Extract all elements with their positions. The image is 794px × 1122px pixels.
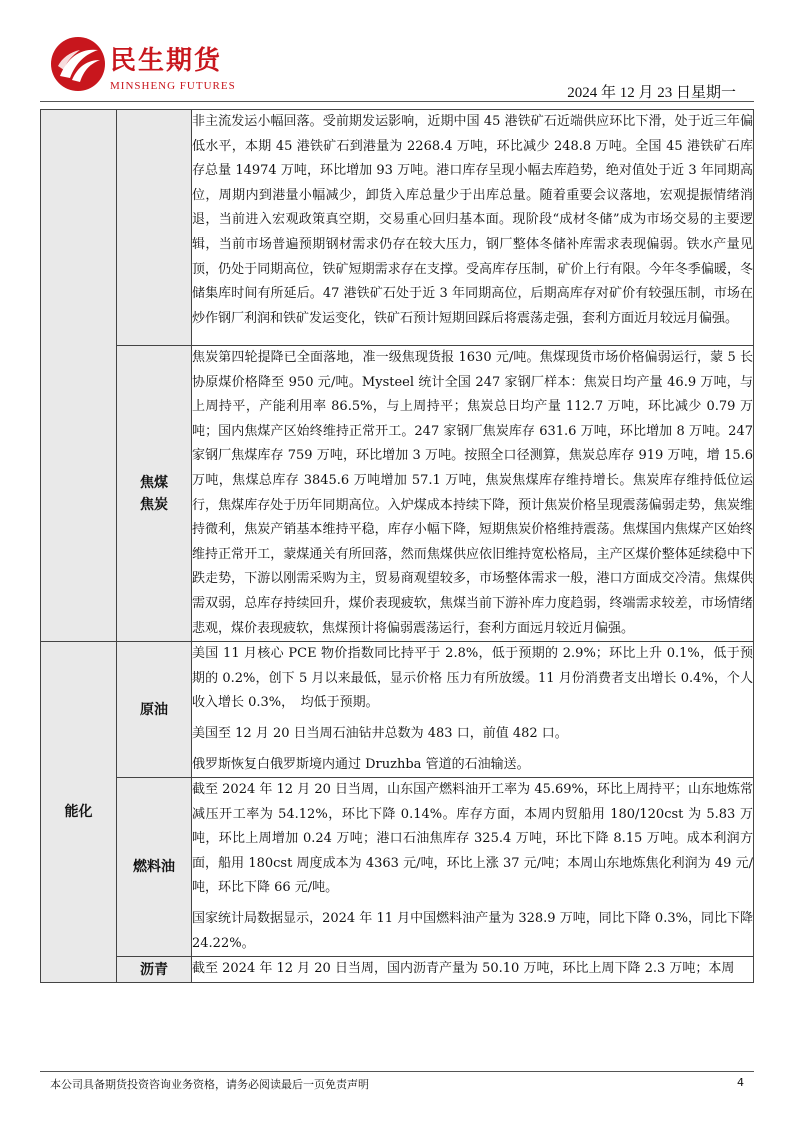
sector-cell-black xyxy=(41,110,117,642)
product-cell-asphalt xyxy=(117,957,192,983)
asphalt-paragraph: 截至 2024 年 12 月 20 日当周，国内沥青产量为 50.10 万吨，环比上周下降 2.3 万吨；本周 xyxy=(192,961,735,977)
product-cell-fuel-oil xyxy=(117,778,192,957)
crude-paragraph: 美国 11 月核心 PCE 物价指数同比持平于 2.8%，低于预期的 2.9%；环比上升 0.1%，低于预期的 0.2%，创下 5 月以来最低，显示价格 压力有所放缓。11 月份消费者支出增长 0.4%，个人收入增长 0.3%， 均低于预期。 xyxy=(192,646,753,711)
product-label-crude: 原油 xyxy=(140,701,168,718)
table-row xyxy=(41,778,754,957)
crude-paragraph: 美国至 12 月 20 日当周石油钻井总数为 483 口，前值 482 口。 xyxy=(192,725,568,741)
table-row xyxy=(41,957,754,983)
minsheng-logo-icon xyxy=(50,36,106,92)
sector-cell-energy xyxy=(41,642,117,983)
company-name-cn: 民生期货 xyxy=(110,46,223,76)
product-label-fuel-oil: 燃料油 xyxy=(133,859,175,876)
product-label-asphalt: 沥青 xyxy=(140,961,168,978)
footer-divider xyxy=(40,1071,754,1072)
company-name-en: MINSHENG FUTURES xyxy=(110,80,236,92)
table-row xyxy=(41,110,754,346)
content-cell-asphalt xyxy=(192,957,754,983)
coking-paragraph: 焦炭第四轮提降已全面落地，准一级焦现货报 1630 元/吨。焦煤现货市场价格偏弱运行，蒙 5 长协原煤价格降至 950 元/吨。Mysteel 统计全国 247 家钢厂样本：焦炭日均产量 46.9 万吨，与上周持平，产能利用率 86.5%，与上周持平；焦炭总日均产量 112.7 万吨，环比减少 0.79 万吨；国内焦煤产区始终维持正常开工。247 家钢厂焦炭库存 631.6 万吨，环比增加 8 万吨。247 家钢厂焦煤库存 759 万吨，环比增加 3 万吨。按照全口径测算，焦炭总库存 919 万吨，增 15.6 万吨，焦煤总库存 3845.6 万吨增加 57.1 万吨，焦炭焦煤库存维持增长。焦炭库存维持低位运行，焦煤库存处于历年同期高位。入炉煤成本持续下降，预计焦炭价格呈现震荡偏弱走势，焦炭维持微利，焦炭产销基本维持平稳，库存小幅下降，短期焦炭价格维持震荡。焦煤国内焦煤产区始终维持正常开工，蒙煤通关有所回落，然而焦煤供应依旧维持宽松格局，主产区煤价整体延续稳中下跌走势，下游以刚需采购为主，贸易商观望较多，市场整体需求一般，港口方面成交冷清。焦煤供需双弱，总库存持续回升，煤价表现疲软，焦煤当前下游补库力度趋弱，终端需求较差，市场情绪悲观，煤价表现疲软，焦煤预计将偏弱震荡运行，套利方面远月较近月偏强。 xyxy=(192,350,753,636)
product-cell-iron-ore xyxy=(117,110,192,346)
report-date: 2024 年 12 月 23 日星期一 xyxy=(567,85,736,101)
sector-label-energy: 能化 xyxy=(64,803,93,820)
content-cell-iron-ore xyxy=(192,110,754,346)
content-cell-fuel-oil xyxy=(192,778,754,957)
product-label-coking: 焦煤 焦炭 xyxy=(140,474,168,513)
commodity-table xyxy=(40,109,754,983)
page-number: 4 xyxy=(737,1076,744,1089)
product-cell-crude xyxy=(117,642,192,778)
fuel-oil-paragraph: 截至 2024 年 12 月 20 日当周，山东国产燃料油开工率为 45.69%，环比上周持平；山东地炼常减压开工率为 54.12%，环比下降 0.14%。库存方面，本周内贸船用 180/120cst 为 5.83 万吨，环比上周增加 0.24 万吨；港口石油焦库存 325.4 万吨，环比下降 8.15 万吨。成本利润方面，船用 180cst 周度成本为 4363 元/吨，环比上涨 37 元/吨；本周山东地炼焦化利润为 49 元/吨，环比下降 66 元/吨。 xyxy=(192,782,753,896)
crude-paragraph: 俄罗斯恢复白俄罗斯境内通过 Druzhba 管道的石油输送。 xyxy=(192,756,530,772)
table-row xyxy=(41,346,754,642)
fuel-oil-paragraph: 国家统计局数据显示，2024 年 11 月中国燃料油产量为 328.9 万吨，同比下降 0.3%，同比下降 24.22%。 xyxy=(192,911,753,951)
iron-ore-paragraph: 非主流发运小幅回落。受前期发运影响，近期中国 45 港铁矿石近端供应环比下滑，处于近三年偏低水平，本期 45 港铁矿石到港量为 2268.4 万吨，环比减少 248.8 万吨。全国 45 港铁矿石库存总量 14974 万吨，环比增加 93 万吨。港口库存呈现小幅去库趋势，绝对值处于近 3 年同期高位，周期内到港量小幅减少，卸货入库总量少于出库总量。随着重要会议落地，宏观提振情绪消退，当前进入宏观政策真空期，交易重心回归基本面。现阶段“成材冬储”成为市场交易的主要逻辑，当前市场普遍预期钢材需求仍存在较大压力，钢厂整体冬储补库需求表现偏弱。铁水产量见顶，仍处于同期高位，铁矿短期需求存在支撑。受高库存压制，矿价上行有限。今年冬季偏暖，冬储集库时间有所延后。47 港铁矿石处于近 3 年同期高位，后期高库存对矿价有较强压制，市场在炒作钢厂利润和铁矿发运变化，铁矿石预计短期回踩后将震荡走强，套利方面近月较远月偏强。 xyxy=(192,114,753,326)
page-header xyxy=(0,0,794,110)
content-cell-crude xyxy=(192,642,754,778)
table-row xyxy=(41,642,754,778)
header-divider xyxy=(40,101,754,102)
product-cell-coking xyxy=(117,346,192,642)
footer-disclaimer: 本公司具备期货投资咨询业务资格，请务必阅读最后一页免责声明 xyxy=(50,1078,369,1091)
content-cell-coking xyxy=(192,346,754,642)
